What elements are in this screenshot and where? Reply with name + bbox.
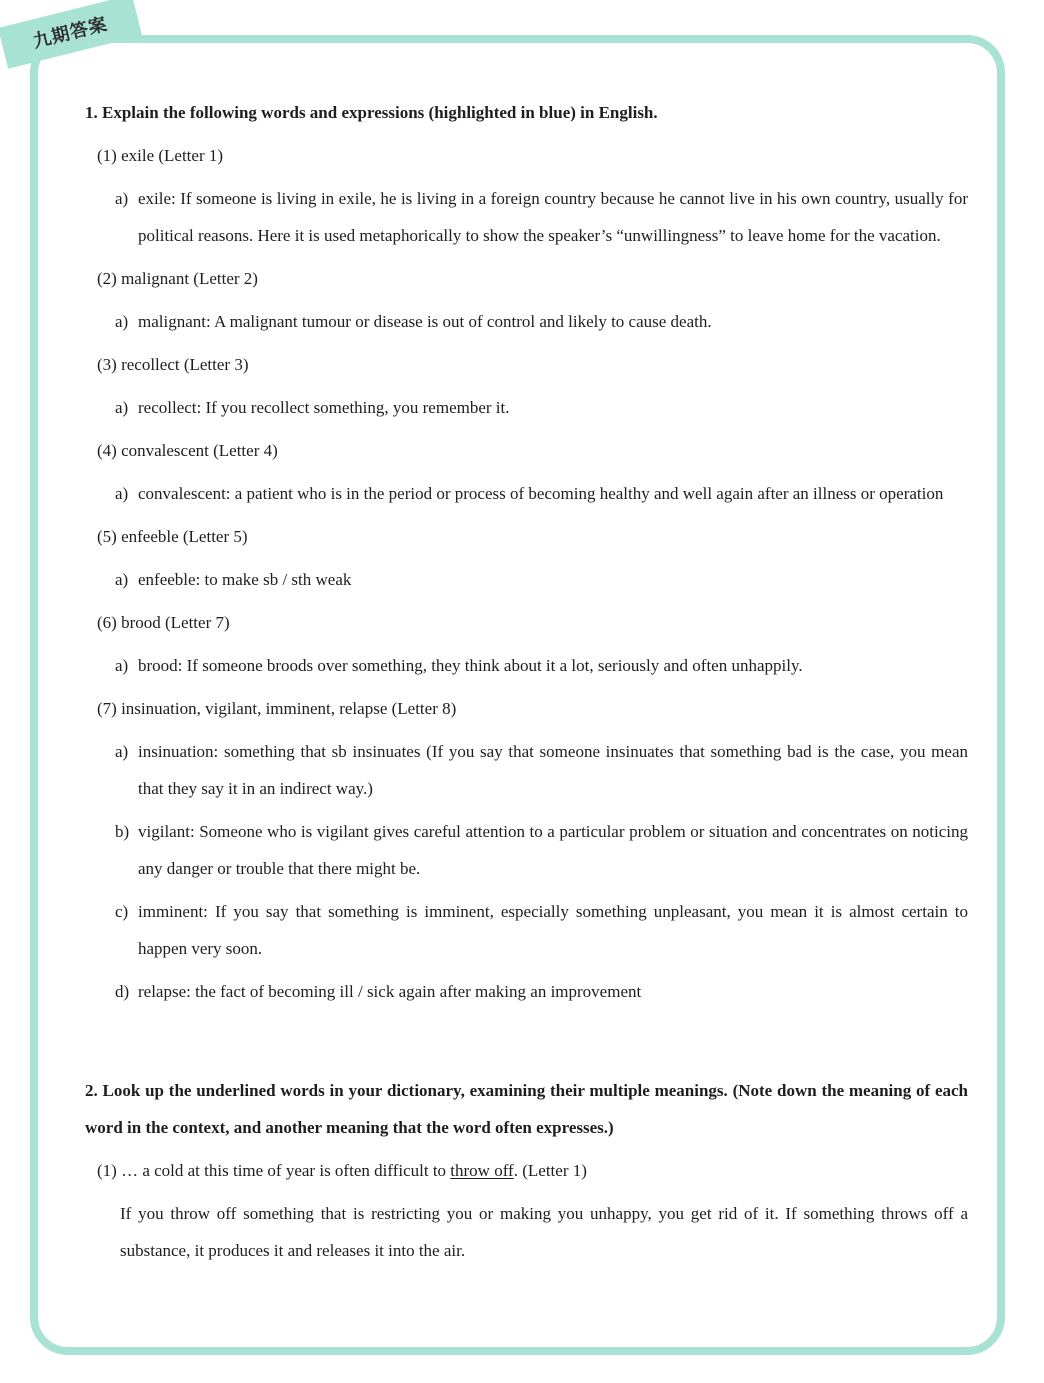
vocab-item-heading: (4) convalescent (Letter 4) — [97, 441, 278, 460]
item-prefix: (1) … a cold at this time of year is often difficult to — [97, 1161, 451, 1180]
definition-label: a) — [115, 742, 129, 761]
definition-text: recollect: If you recollect something, you remember it. — [138, 398, 510, 417]
definition-row — [115, 973, 968, 1010]
vocab-item-heading: (2) malignant (Letter 2) — [97, 269, 258, 288]
vocab-item-heading: (3) recollect (Letter 3) — [97, 355, 249, 374]
definition-row — [115, 303, 968, 340]
definition-row — [115, 813, 968, 887]
definition-label: b) — [115, 822, 130, 841]
vocab-item-heading: (7) insinuation, vigilant, imminent, relapse (Letter 8) — [97, 699, 457, 718]
definition-label: a) — [115, 656, 129, 675]
vocab-item-heading: (1) exile (Letter 1) — [97, 146, 224, 165]
document-body — [85, 94, 968, 1269]
definition-text: exile: If someone is living in exile, he is living in a foreign country because he cannot live in his own country, usually for political reasons. Here it is used metaphorically to show the speaker’s “unwillingness” to leave home for the vacation. — [138, 189, 968, 245]
definition-text: relapse: the fact of becoming ill / sick again after making an improvement — [138, 982, 642, 1001]
vocab-item-heading: (5) enfeeble (Letter 5) — [97, 527, 248, 546]
definition-row — [115, 733, 968, 807]
definition-text: brood: If someone broods over something, they think about it a lot, seriously and often unhappily. — [138, 656, 803, 675]
definition-row — [115, 475, 968, 512]
definition-text: insinuation: something that sb insinuates (If you say that someone insinuates that something bad is the case, you mean that they say it in an indirect way.) — [138, 742, 968, 798]
definition-label: c) — [115, 902, 129, 921]
definition-row — [115, 647, 968, 684]
question-2-answer-1: If you throw off something that is restricting you or making you unhappy, you get rid of it. If something throws off a substance, it produces it and releases it into the air. — [120, 1204, 968, 1260]
definition-row — [115, 893, 968, 967]
definition-text: imminent: If you say that something is imminent, especially something unpleasant, you mean it is almost certain to happen very soon. — [138, 902, 968, 958]
definition-label: a) — [115, 398, 129, 417]
definition-label: d) — [115, 982, 130, 1001]
question-1-title: 1. Explain the following words and expressions (highlighted in blue) in English. — [85, 103, 658, 122]
item-suffix: . (Letter 1) — [513, 1161, 587, 1180]
definition-row — [115, 180, 968, 254]
question-2-item-1 — [97, 1152, 968, 1189]
definition-text: vigilant: Someone who is vigilant gives careful attention to a particular problem or situation and concentrates on noticing any danger or trouble that there might be. — [138, 822, 968, 878]
definition-text: malignant: A malignant tumour or disease is out of control and likely to cause death. — [138, 312, 712, 331]
definition-row — [115, 389, 968, 426]
definition-row — [115, 561, 968, 598]
definition-label: a) — [115, 570, 129, 589]
definition-text: enfeeble: to make sb / sth weak — [138, 570, 352, 589]
definition-label: a) — [115, 312, 129, 331]
question-1-items — [85, 137, 968, 1010]
question-2-title: 2. Look up the underlined words in your dictionary, examining their multiple meanings. (Note down the meaning of each word in the context, and another meaning that the word often expresses.) — [85, 1081, 968, 1137]
definition-text: convalescent: a patient who is in the period or process of becoming healthy and well again after an illness or operation — [138, 484, 944, 503]
definition-label: a) — [115, 484, 129, 503]
definition-label: a) — [115, 189, 129, 208]
answer-tag: 九期答案 — [0, 0, 142, 69]
vocab-item-heading: (6) brood (Letter 7) — [97, 613, 230, 632]
underlined-phrase: throw off — [450, 1161, 514, 1180]
